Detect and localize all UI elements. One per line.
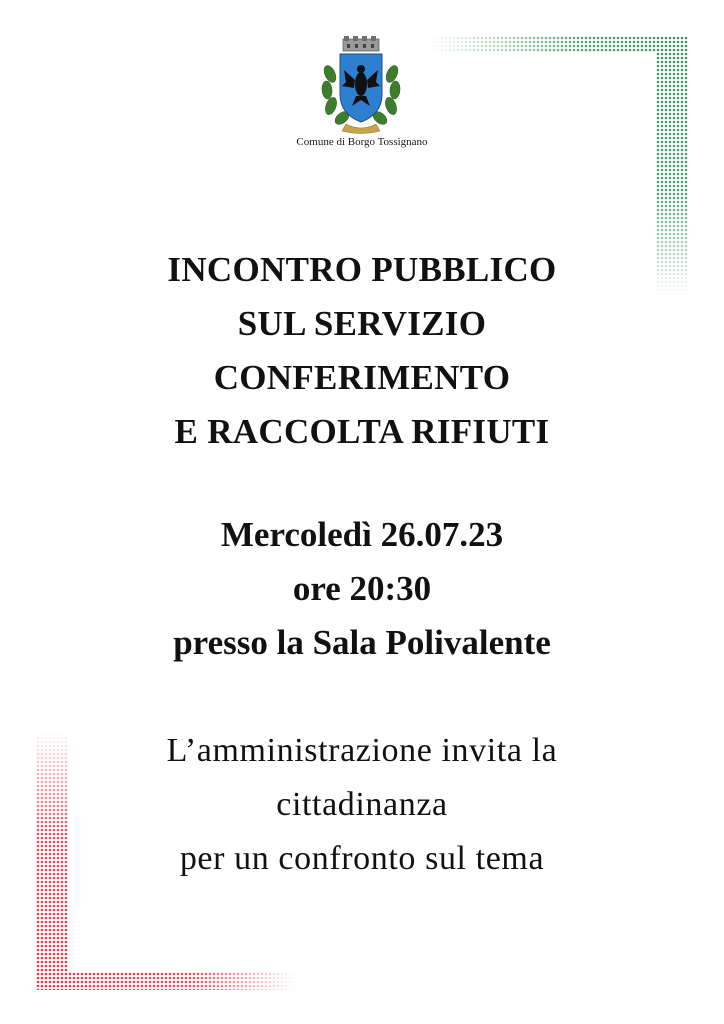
invitation-text [0,724,724,886]
event-time: ore 20:30 [292,569,432,608]
comune-name: Comune di Borgo Tossignano [296,136,428,148]
title-line: INCONTRO PUBBLICO [167,250,557,289]
notice-title [0,243,724,459]
event-date: Mercoledì 26.07.23 [220,515,504,554]
event-details [0,508,724,670]
event-place: presso la Sala Polivalente [173,623,551,662]
invite-line: cittadinanza [276,786,448,823]
title-line: E RACCOLTA RIFIUTI [174,412,550,451]
municipal-coat-of-arms-icon [318,36,404,136]
title-line: CONFERIMENTO [213,358,511,397]
title-line: SUL SERVIZIO [237,304,487,343]
invite-line: L’amministrazione invita la [166,732,558,769]
invite-line: per un confronto sul tema [179,840,545,877]
